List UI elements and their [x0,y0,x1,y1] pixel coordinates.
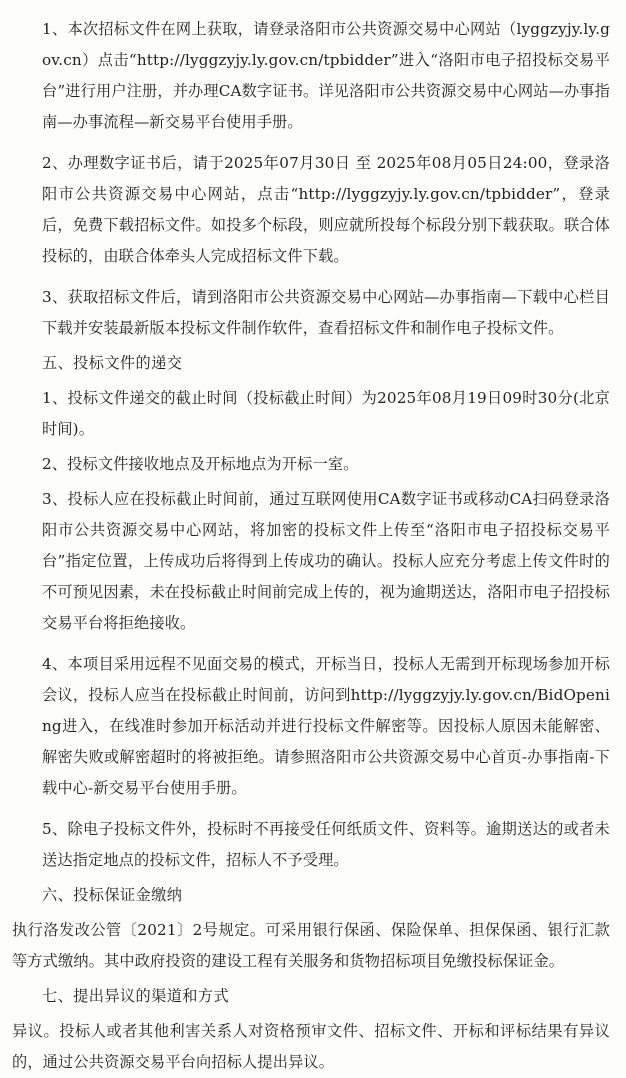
para-deposit: 执行洛发改公管〔2021〕2号规定。可采用银行保函、保险保单、担保保函、银行汇款等方式缴纳。其中政府投资的建设工程有关服务和货物招标项目免缴投标保证金。 [12,921,610,970]
para-submit-2: 2、投标文件接收地点及开标地点为开标一室。 [42,455,359,473]
para-objection: 异议。投标人或者其他利害关系人对资格预审文件、招标文件、开标和评标结果有异议的，通过公共资源交易平台向招标人提出异议。 [12,1022,610,1071]
heading-section-7: 七、提出异议的渠道和方式 [42,987,230,1005]
para-submit-5: 5、除电子投标文件外，投标时不再接受任何纸质文件、资料等。逾期送达的或者未送达指定地点的投标文件，招标人不予受理。 [42,820,610,869]
para-submit-1: 1、投标文件递交的截止时间（投标截止时间）为2025年08月19日09时30分(北京时间)。 [42,389,610,438]
para-download-2: 2、办理数字证书后，请于2025年07月30日 至 2025年08月05日24:00，登录洛阳市公共资源交易中心网站，点击“http://lyggzyjy.ly.gov.cn/tpbidder”，登录后，免费下载招标文件。如投多个标段，则应就所投每个标段分别下载获取。联合体投标的，由联合体牵头人完成招标文件下载。 [42,154,610,265]
para-download-1: 1、本次招标文件在网上获取，请登录洛阳市公共资源交易中心网站（lyggzyjy.ly.gov.cn）点击“http://lyggzyjy.ly.gov.cn/tpbidder”进入“洛阳市电子招投标交易平台”进行用户注册，并办理CA数字证书。详见洛阳市公共资源交易中心网站—办事指南—办事流程—新交易平台使用手册。 [42,20,610,131]
heading-section-6: 六、投标保证金缴纳 [42,886,183,904]
heading-section-5: 五、投标文件的递交 [42,354,183,372]
para-submit-3: 3、投标人应在投标截止时间前，通过互联网使用CA数字证书或移动CA扫码登录洛阳市公共资源交易中心网站，将加密的投标文件上传至“洛阳市电子招投标交易平台”指定位置，上传成功后将得到上传成功的确认。投标人应充分考虑上传文件时的不可预见因素，未在投标截止时间前完成上传的，视为逾期送达，洛阳市电子招投标交易平台将拒绝接收。 [42,490,610,632]
para-submit-4: 4、本项目采用远程不见面交易的模式，开标当日，投标人无需到开标现场参加开标会议，投标人应当在投标截止时间前，访问到http://lyggzyjy.ly.gov.cn/BidOpening进入，在线准时参加开标活动并进行投标文件解密等。因投标人原因未能解密、解密失败或解密超时的将被拒绝。请参照洛阳市公共资源交易中心首页-办事指南-下载中心-新交易平台使用手册。 [42,655,610,797]
para-download-3: 3、获取招标文件后，请到洛阳市公共资源交易中心网站—办事指南—下载中心栏目下载并安装最新版本投标文件制作软件，查看招标文件和制作电子投标文件。 [42,288,610,337]
